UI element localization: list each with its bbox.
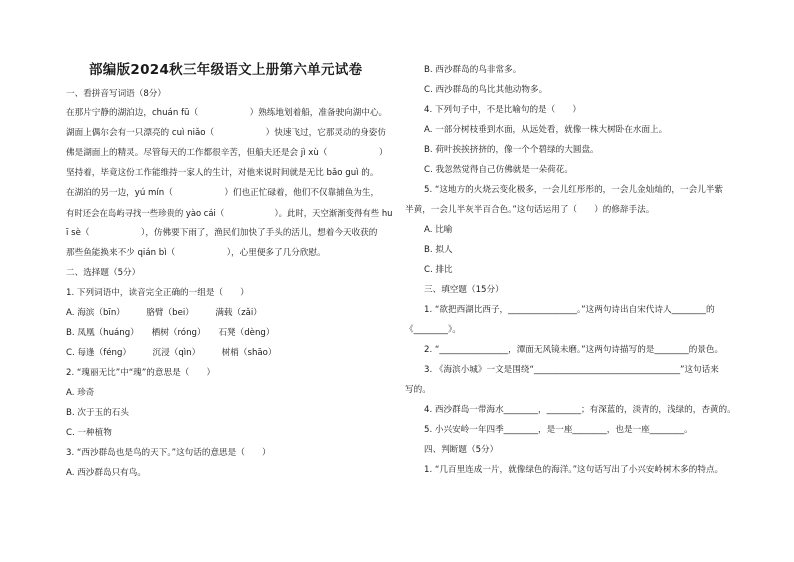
- right-line: 半黄，一会儿半灰半百合色。”这句话运用了（ ）的修辞手法。: [405, 205, 655, 215]
- section-heading: 三、填空题（15分）: [424, 285, 504, 295]
- right-line: A. 比喻: [424, 225, 453, 235]
- exam-title: 部编版2024秋三年级语文上册第六单元试卷: [89, 62, 363, 78]
- left-line: C. 每逢（féng） 沉浸（qìn） 树梢（shāo）: [66, 348, 277, 358]
- right-line: C. 西沙群岛的鸟比其他动物多。: [424, 85, 548, 95]
- left-line: ī sè（ ），仿佛要下雨了，渔民们加快了手头的活儿，想着今天收获的: [66, 228, 378, 238]
- section-heading: 二、选择题（5分）: [66, 268, 141, 278]
- left-line: C. 一种植物: [66, 428, 112, 438]
- right-line: 3. 《海滨小城》一文是围绕“__________________________________”这句话来: [424, 365, 719, 375]
- right-line: 1. “欲把西湖比西子，________________。”这两句诗出自宋代诗人________的: [424, 305, 715, 315]
- right-line: 5. “这地方的火烧云变化极多，一会儿红彤彤的，一会儿金灿灿的，一会儿半紫: [424, 185, 723, 195]
- left-line: 1. 下列词语中，读音完全正确的一组是（ ）: [66, 288, 249, 298]
- left-line: B. 次于玉的石头: [66, 408, 129, 418]
- right-line: 1. “几百里连成一片，就像绿色的海洋。”这句话写出了小兴安岭树木多的特点。: [424, 465, 724, 475]
- right-line: 写的。: [405, 385, 431, 395]
- right-line: B. 西沙群岛的鸟非常多。: [424, 65, 522, 75]
- left-line: 佛是湖面上的精灵。尽管每天的工作都很辛苦，但船夫还是会 jì xù（ ）: [66, 148, 388, 158]
- left-line: A. 海滨（bīn） 胳臂（bei） 满载（zǎi）: [66, 308, 262, 318]
- right-line: 《________》。: [405, 325, 461, 335]
- right-line: 2. “________________，潭面无风镜未磨。”这两句诗描写的是________的景色。: [424, 345, 724, 355]
- left-line: 湖面上偶尔会有一只漂亮的 cuì niǎo（ ）快速飞过，它那灵动的身姿仿: [66, 128, 386, 138]
- left-line: 3. “西沙群岛也是鸟的天下。”这句话的意思是（ ）: [66, 448, 271, 458]
- right-line: B. 拟人: [424, 245, 453, 255]
- left-line: 那些鱼能换来不少 qián bì（ ），心里便多了几分欣慰。: [66, 248, 326, 258]
- right-line: C. 我忽然觉得自己仿佛就是一朵荷花。: [424, 165, 573, 175]
- right-line: B. 荷叶挨挨挤挤的，像一个个碧绿的大圆盘。: [424, 145, 599, 155]
- left-line: 2. “瑰丽无比”中“瑰”的意思是（ ）: [66, 368, 216, 378]
- left-line: 在那片宁静的湖泊边，chuán fū（ ）熟练地划着船，准备驶向湖中心。: [66, 108, 388, 118]
- right-line: 4. 下列句子中，不是比喻句的是（ ）: [424, 105, 582, 115]
- left-line: 坚持着，毕竟这份工作能维持一家人的生计，对他来说时间就是无比 bǎo guì 的。: [66, 168, 379, 178]
- right-line: C. 排比: [424, 265, 453, 275]
- right-line: A. 一部分树枝垂到水面，从远处看，就像一株大树卧在水面上。: [424, 125, 668, 135]
- left-line: B. 凤凰（huáng） 栖树（róng） 石凳（dèng）: [66, 328, 275, 338]
- left-line: 一、看拼音写词语（8分）: [66, 89, 166, 99]
- section-heading: 四、判断题（5分）: [424, 445, 499, 455]
- right-line: 4. 西沙群岛一带海水________，________；有深蓝的，淡青的，浅绿的，杏黄的。: [424, 405, 736, 415]
- left-line: A. 西沙群岛只有鸟。: [66, 468, 146, 478]
- right-line: 5. 小兴安岭一年四季________，是一座________，也是一座________。: [424, 425, 693, 435]
- left-line: A. 珍奇: [66, 388, 95, 398]
- left-line: 有时还会在岛屿寻找一些珍贵的 yào cái（ ）。此时，天空渐渐变得有些 hu: [66, 208, 393, 218]
- left-line: 在湖泊的另一边，yú mín（ ）们也正忙碌着，他们不仅靠捕鱼为生，: [66, 188, 380, 198]
